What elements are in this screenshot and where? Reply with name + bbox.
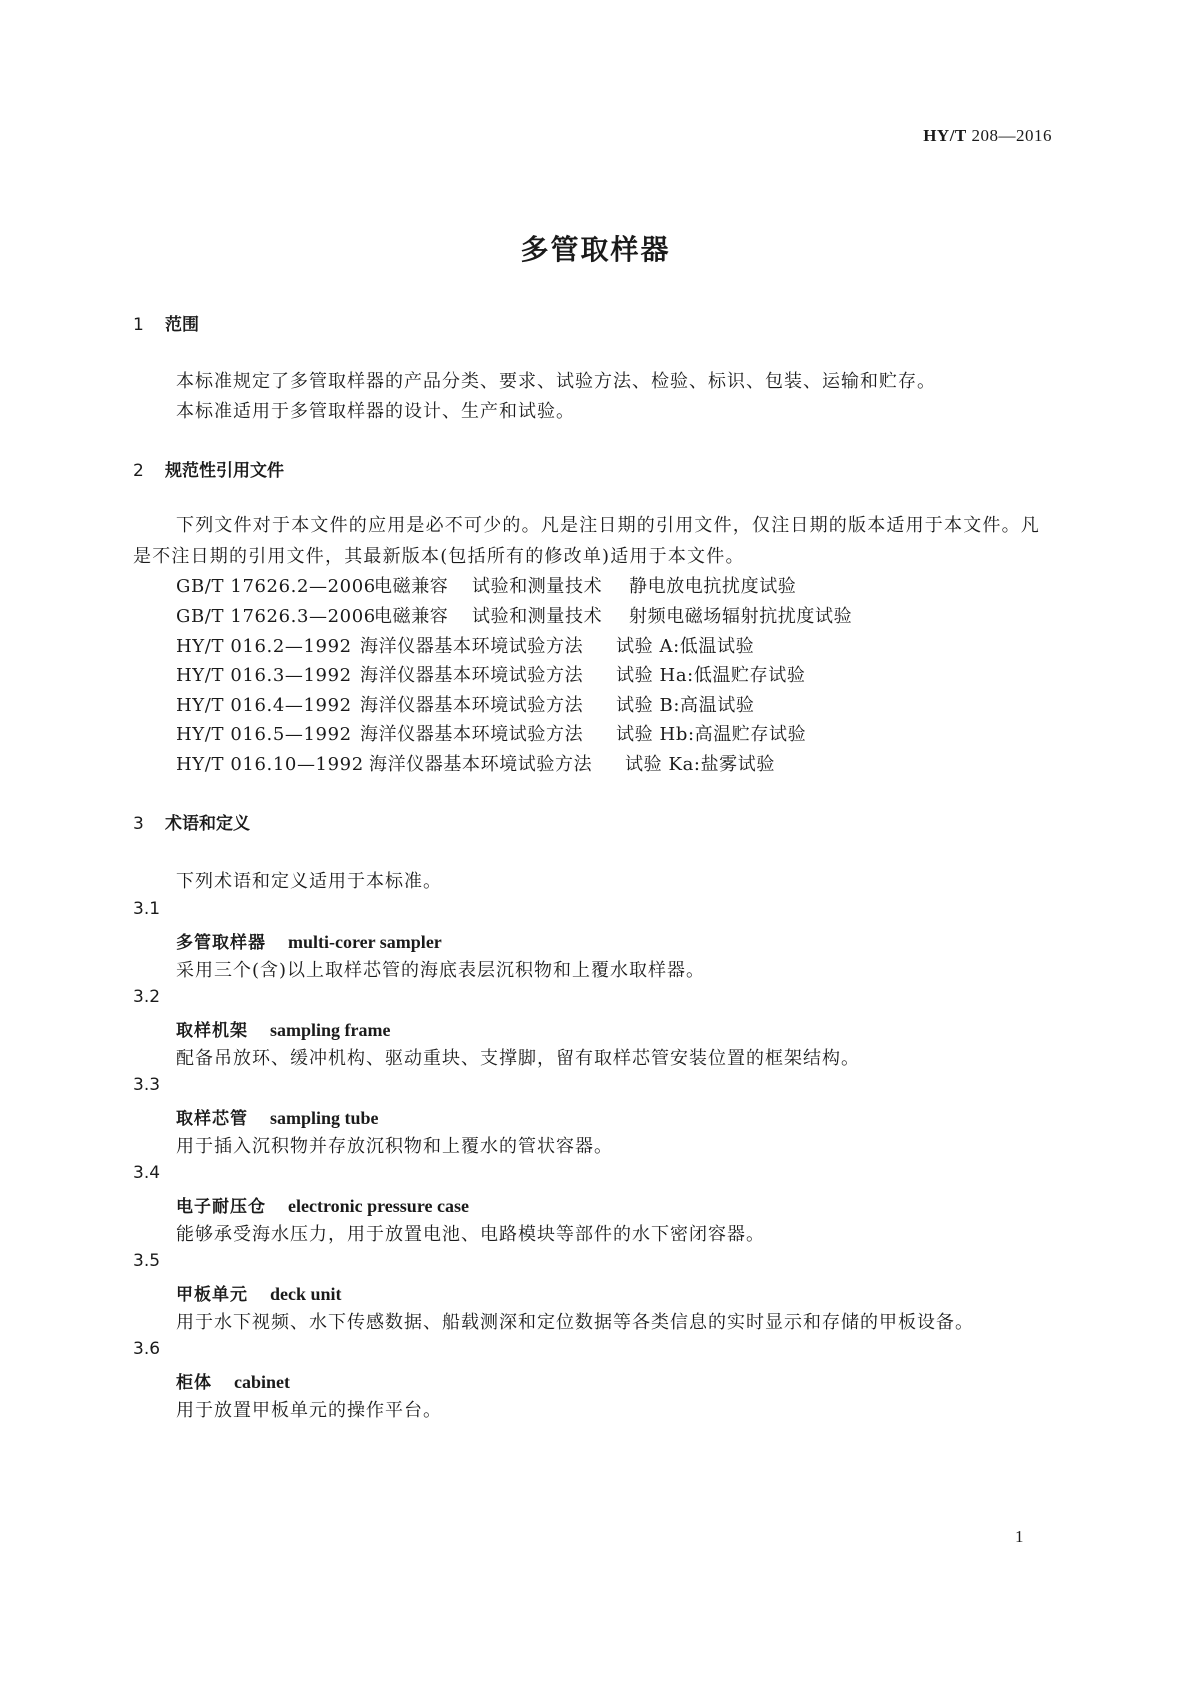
term-definition: 用于插入沉积物并存放沉积物和上覆水的管状容器。: [176, 1136, 613, 1157]
reference-item: HY/T 016.2—1992 海洋仪器基本环境试验方法 试验 A:低温试验: [176, 636, 755, 657]
term-number: 3.1: [133, 899, 161, 919]
section-1-heading: 1 范围: [133, 315, 199, 335]
section-2-intro: 下列文件对于本文件的应用是必不可少的。凡是注日期的引用文件，仅注日期的版本适用于本文件。凡是不注日期的引用文件，其最新版本(包括所有的修改单)适用于本文件。: [133, 515, 1040, 567]
term-number: 3.3: [133, 1075, 161, 1095]
term-heading: 甲板单元 deck unit: [176, 1284, 342, 1305]
term-heading: 电子耐压仓 electronic pressure case: [176, 1196, 469, 1217]
page-title: 多管取样器: [520, 233, 671, 266]
reference-item: GB/T 17626.2—2006电磁兼容 试验和测量技术 静电放电抗扰度试验: [176, 576, 797, 597]
term-definition: 能够承受海水压力，用于放置电池、电路模块等部件的水下密闭容器。: [176, 1224, 765, 1245]
term-heading: 取样芯管 sampling tube: [176, 1108, 379, 1129]
term-definition: 用于放置甲板单元的操作平台。: [176, 1400, 442, 1421]
term-heading: 柜体 cabinet: [176, 1372, 290, 1393]
term-number: 3.6: [133, 1339, 161, 1359]
section-3-heading: 3 术语和定义: [133, 814, 250, 834]
reference-item: GB/T 17626.3—2006电磁兼容 试验和测量技术 射频电磁场辐射抗扰度试验: [176, 606, 853, 627]
page-number: 1: [1015, 1527, 1024, 1546]
term-heading: 取样机架 sampling frame: [176, 1020, 391, 1041]
section-2-heading: 2 规范性引用文件: [133, 461, 284, 481]
section-3-intro: 下列术语和定义适用于本标准。: [176, 871, 442, 892]
term-heading: 多管取样器 multi-corer sampler: [176, 932, 442, 953]
reference-item: HY/T 016.3—1992 海洋仪器基本环境试验方法 试验 Ha:低温贮存试验: [176, 665, 806, 686]
term-number: 3.4: [133, 1163, 161, 1183]
term-definition: 配备吊放环、缓冲机构、驱动重块、支撑脚，留有取样芯管安装位置的框架结构。: [176, 1048, 860, 1069]
term-number: 3.2: [133, 987, 161, 1007]
section-1-para-2: 本标准适用于多管取样器的设计、生产和试验。: [176, 401, 575, 422]
term-definition: 采用三个(含)以上取样芯管的海底表层沉积物和上覆水取样器。: [176, 960, 706, 981]
term-definition: 用于水下视频、水下传感数据、船载测深和定位数据等各类信息的实时显示和存储的甲板设备。: [176, 1312, 974, 1333]
reference-item: HY/T 016.10—1992 海洋仪器基本环境试验方法 试验 Ka:盐雾试验: [176, 754, 775, 775]
section-1-para-1: 本标准规定了多管取样器的产品分类、要求、试验方法、检验、标识、包装、运输和贮存。: [176, 371, 936, 392]
term-number: 3.5: [133, 1251, 161, 1271]
standard-code: HY/T 208—2016: [923, 126, 1052, 145]
reference-item: HY/T 016.4—1992 海洋仪器基本环境试验方法 试验 B:高温试验: [176, 695, 755, 716]
reference-item: HY/T 016.5—1992 海洋仪器基本环境试验方法 试验 Hb:高温贮存试验: [176, 724, 807, 745]
